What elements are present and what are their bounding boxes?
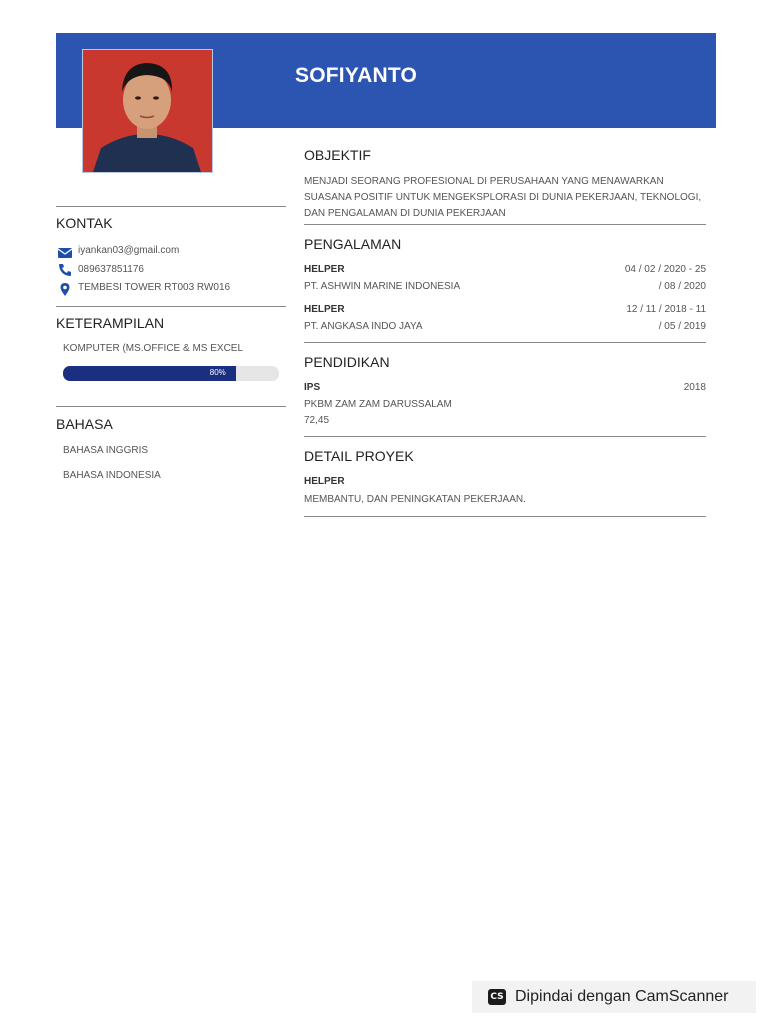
- experience-company: PT. ASHWIN MARINE INDONESIA: [304, 281, 461, 292]
- objective-line: SUASANA POSITIF UNTUK MENGEKSPLORASI DI DUNIA PEKERJAAN, TEKNOLOGI,: [304, 192, 702, 203]
- project-description: MEMBANTU, DAN PENINGKATAN PEKERJAAN.: [304, 494, 526, 505]
- divider: [56, 406, 286, 407]
- contact-phone[interactable]: 089637851176: [78, 264, 144, 275]
- location-pin-icon: [57, 282, 73, 296]
- divider: [56, 306, 286, 307]
- projects-title: DETAIL PROYEK: [304, 448, 414, 464]
- objective-line: MENJADI SEORANG PROFESIONAL DI PERUSAHAAN YANG MENAWARKAN: [304, 176, 664, 187]
- contact-title: KONTAK: [56, 215, 113, 231]
- skill-percent: 80%: [209, 368, 226, 377]
- skill-progress-bar: [63, 366, 279, 381]
- divider: [304, 436, 706, 437]
- experience-role: HELPER: [304, 264, 345, 275]
- languages-title: BAHASA: [56, 416, 113, 432]
- divider: [304, 342, 706, 343]
- email-icon: [57, 246, 73, 260]
- project-role: HELPER: [304, 476, 345, 487]
- education-major: IPS: [304, 382, 321, 393]
- skill-label: KOMPUTER (MS.OFFICE & MS EXCEL: [63, 343, 244, 354]
- contact-address: TEMBESI TOWER RT003 RW016: [78, 282, 231, 293]
- divider: [304, 516, 706, 517]
- objective-text: [304, 174, 706, 222]
- experience-title: PENGALAMAN: [304, 236, 402, 252]
- profile-photo: [83, 50, 212, 172]
- divider: [304, 224, 706, 225]
- education-title: PENDIDIKAN: [304, 354, 390, 370]
- experience-date: / 05 / 2019: [658, 321, 706, 332]
- camscanner-text: Dipindai dengan CamScanner: [515, 988, 729, 1005]
- language-item: BAHASA INDONESIA: [63, 470, 161, 481]
- education-score: 72,45: [304, 415, 330, 426]
- phone-icon: [57, 263, 73, 277]
- education-year: 2018: [683, 382, 706, 393]
- divider: [56, 206, 286, 207]
- language-item: BAHASA INGGRIS: [63, 445, 149, 456]
- candidate-name: SOFIYANTO: [295, 64, 417, 87]
- experience-company: PT. ANGKASA INDO JAYA: [304, 321, 423, 332]
- camscanner-watermark: [472, 981, 756, 1013]
- camscanner-logo: CS: [488, 989, 506, 1005]
- contact-email[interactable]: iyankan03@gmail.com: [78, 245, 180, 256]
- experience-date: / 08 / 2020: [658, 281, 706, 292]
- experience-date: 04 / 02 / 2020 - 25: [624, 264, 706, 275]
- skills-title: KETERAMPILAN: [56, 315, 165, 331]
- experience-date: 12 / 11 / 2018 - 11: [626, 304, 706, 315]
- education-school: PKBM ZAM ZAM DARUSSALAM: [304, 399, 452, 410]
- experience-role: HELPER: [304, 304, 345, 315]
- objective-line: DAN PENGALAMAN DI DUNIA PEKERJAAN: [304, 208, 506, 219]
- objective-title: OBJEKTIF: [304, 147, 371, 163]
- skill-progress-fill: [63, 366, 236, 381]
